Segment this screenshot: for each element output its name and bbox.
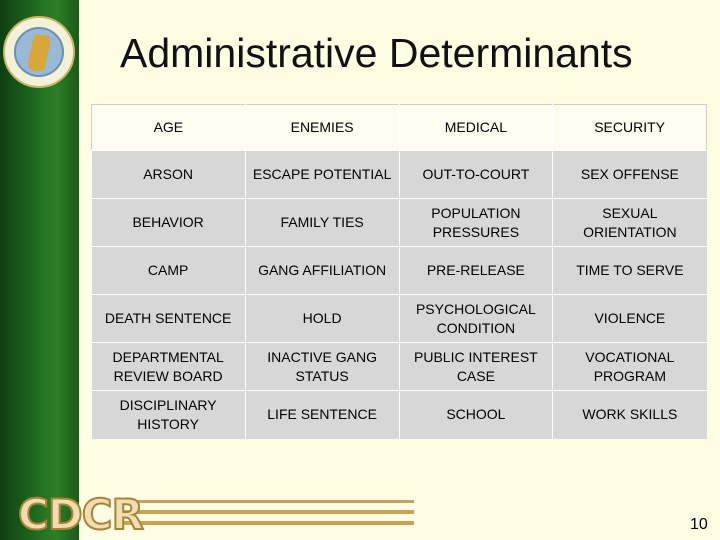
table-cell: TIME TO SERVE	[553, 247, 707, 295]
table-cell: PSYCHOLOGICAL CONDITION	[399, 295, 553, 343]
table-row	[92, 295, 707, 343]
table-cell: OUT-TO-COURT	[399, 151, 553, 199]
table-header-row	[92, 105, 707, 151]
table-cell: FAMILY TIES	[245, 199, 399, 247]
table-cell: VIOLENCE	[553, 295, 707, 343]
footer-bar	[120, 521, 414, 525]
determinants-table	[91, 104, 707, 437]
table-row	[92, 391, 707, 439]
table-cell: BEHAVIOR	[92, 199, 246, 247]
table-cell: SCHOOL	[399, 391, 553, 439]
table-cell: DEPARTMENTAL REVIEW BOARD	[92, 343, 246, 391]
table-cell: ARSON	[92, 151, 246, 199]
slide-title: Administrative Determinants	[120, 30, 633, 76]
table-cell: LIFE SENTENCE	[245, 391, 399, 439]
cdcr-logo: CDCR	[18, 490, 143, 539]
table-cell: CAMP	[92, 247, 246, 295]
table-cell: PUBLIC INTEREST CASE	[399, 343, 553, 391]
header-cell: AGE	[92, 105, 246, 151]
footer-decorative-bars	[120, 500, 414, 526]
table-row	[92, 247, 707, 295]
header-cell: ENEMIES	[245, 105, 399, 151]
table-cell: WORK SKILLS	[553, 391, 707, 439]
header-cell: MEDICAL	[399, 105, 553, 151]
seal-land-shape	[26, 35, 52, 71]
table-row	[92, 151, 707, 199]
table-cell: SEXUAL ORIENTATION	[553, 199, 707, 247]
seal-inner-icon	[14, 27, 64, 77]
table-cell: DEATH SENTENCE	[92, 295, 246, 343]
table-cell: INACTIVE GANG STATUS	[245, 343, 399, 391]
page-number: 10	[690, 516, 708, 533]
table-cell: GANG AFFILIATION	[245, 247, 399, 295]
table-row	[92, 199, 707, 247]
table-cell: SEX OFFENSE	[553, 151, 707, 199]
table-cell: PRE-RELEASE	[399, 247, 553, 295]
state-seal-logo	[3, 16, 75, 88]
header-cell: SECURITY	[553, 105, 707, 151]
table-cell: ESCAPE POTENTIAL	[245, 151, 399, 199]
footer-bar	[120, 500, 414, 503]
table-cell: DISCIPLINARY HISTORY	[92, 391, 246, 439]
green-sidebar	[0, 0, 79, 540]
footer-bar	[120, 510, 414, 514]
table-cell: VOCATIONAL PROGRAM	[553, 343, 707, 391]
table-cell: HOLD	[245, 295, 399, 343]
table-cell: POPULATION PRESSURES	[399, 199, 553, 247]
table-row	[92, 343, 707, 391]
